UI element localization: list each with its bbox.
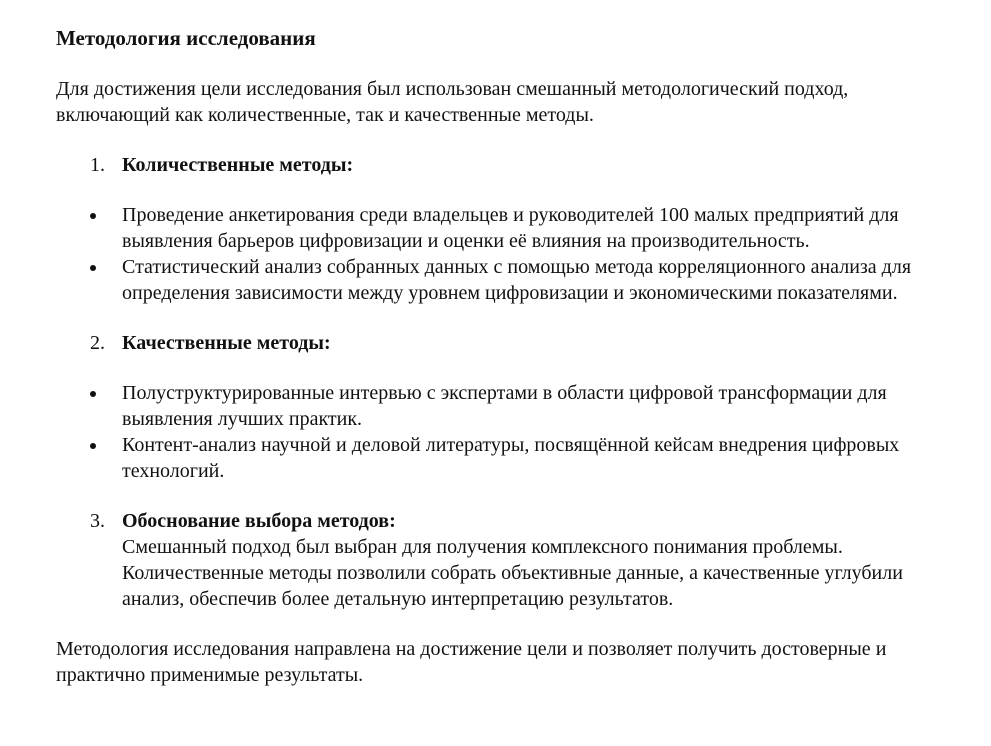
section-heading [56,152,956,178]
section-heading [56,508,956,612]
list-item [56,254,956,306]
list-item-text: Полуструктурированные интервью с экспертами в области цифровой трансформации для выявления лучших практик. [122,382,887,430]
bullet-icon [90,213,96,219]
section-number: 1. [90,154,105,176]
section-title: Количественные методы: [122,154,354,176]
bullet-icon [90,443,96,449]
section-quantitative-methods [56,152,956,306]
section-body-text: Смешанный подход был выбран для получения комплексного понимания проблемы. Количественные методы позволили собрать объективные данные, а качественные углубили анализ, обеспечив более детальную интерпретацию результатов. [122,536,903,610]
section-methods-justification [56,508,956,612]
list-item [56,202,956,254]
bullet-icon [90,265,96,271]
section-qualitative-methods [56,330,956,484]
section-title: Качественные методы: [122,332,331,354]
list-item-text: Контент-анализ научной и деловой литературы, посвящённой кейсам внедрения цифровых технологий. [122,434,900,482]
section-number: 2. [90,332,105,354]
intro-paragraph: Для достижения цели исследования был использован смешанный методологический подход, включающий как количественные, так и качественные методы. [56,78,849,126]
list-item [56,380,956,432]
bullet-list [56,202,956,306]
document [56,24,956,688]
section-number: 3. [90,510,105,532]
section-heading [56,330,956,356]
conclusion-paragraph: Методология исследования направлена на достижение цели и позволяет получить достоверные и практично применимые результаты. [56,638,887,686]
document-title: Методология исследования [56,26,316,50]
list-item [56,432,956,484]
bullet-icon [90,391,96,397]
list-item-text: Проведение анкетирования среди владельцев и руководителей 100 малых предприятий для выявления барьеров цифровизации и оценки её влияния на производительность. [122,204,899,252]
section-title: Обоснование выбора методов: [122,510,396,532]
bullet-list [56,380,956,484]
list-item-text: Статистический анализ собранных данных с помощью метода корреляционного анализа для определения зависимости между уровнем цифровизации и экономическими показателями. [122,256,912,304]
